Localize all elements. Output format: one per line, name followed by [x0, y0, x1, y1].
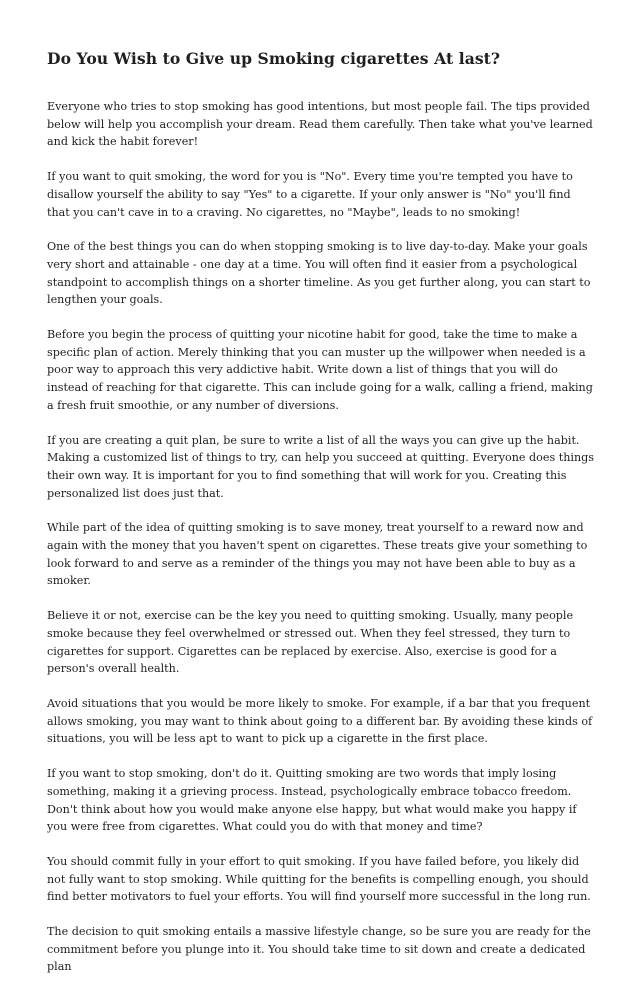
paragraph-7: Believe it or not, exercise can be the key you need to quitting smoking. Usually, many people smoke because they feel overwhelmed or stressed out. When they feel stressed, they turn to cigarettes for support. Cigarettes can be replaced by exercise. Also, exercise is good for a person's overall health. [47, 609, 574, 676]
article-title: Do You Wish to Give up Smoking cigarettes At last? [47, 49, 501, 68]
article-content [47, 48, 595, 993]
paragraph-11: The decision to quit smoking entails a massive lifestyle change, so be sure you are ready for the commitment before you plunge into it. You should take time to sit down and create a dedicated plan [47, 925, 591, 974]
paragraph-6: While part of the idea of quitting smoking is to save money, treat yourself to a reward now and again with the money that you haven't spent on cigarettes. These treats give your something to look forward to and serve as a reminder of the things you may not have been able to buy as a smoker. [47, 521, 588, 588]
paragraph-4: Before you begin the process of quitting your nicotine habit for good, take the time to make a specific plan of action. Merely thinking that you can muster up the willpower when needed is a poor way to approach this very addictive habit. Write down a list of things that you will do instead of reaching for that cigarette. This can include going for a walk, calling a friend, making a fresh fruit smoothie, or any number of diversions. [47, 328, 593, 412]
paragraph-5: If you are creating a quit plan, be sure to write a list of all the ways you can give up the habit. Making a customized list of things to try, can help you succeed at quitting. Everyone does things their own way. It is important for you to find something that will work for you. Creating this personalized list does just that. [47, 433, 594, 500]
paragraph-10: You should commit fully in your effort to quit smoking. If you have failed before, you likely did not fully want to stop smoking. While quitting for the benefits is compelling enough, you should find better motivators to fuel your efforts. You will find yourself more successful in the long run. [47, 854, 591, 904]
paragraph-3: One of the best things you can do when stopping smoking is to live day-to-day. Make your goals very short and attainable - one day at a time. You will often find it easier from a psychological standpoint to accomplish things on a shorter timeline. As you get further along, you can start to lengthen your goals. [47, 240, 591, 307]
paragraph-2: If you want to quit smoking, the word for you is "No". Every time you're tempted you have to disallow yourself the ability to say "Yes" to a cigarette. If your only answer is "No" you'll find that you can't cave in to a craving. No cigarettes, no "Maybe", leads to no smoking! [47, 170, 573, 219]
paragraph-1: Everyone who tries to stop smoking has good intentions, but most people fail. The tips provided below will help you accomplish your dream. Read them carefully. Then take what you've learned and kick the habit forever! [47, 100, 593, 149]
paragraph-8: Avoid situations that you would be more likely to smoke. For example, if a bar that you frequent allows smoking, you may want to think about going to a different bar. By avoiding these kinds of situations, you will be less apt to want to pick up a cigarette in the first place. [47, 696, 593, 746]
paragraph-9: If you want to stop smoking, don't do it. Quitting smoking are two words that imply losing something, making it a grieving process. Instead, psychologically embrace tobacco freedom. Don't think about how you would make anyone else happy, but what would make you happy if you were free from cigarettes. What could you do with that money and time? [47, 767, 577, 834]
